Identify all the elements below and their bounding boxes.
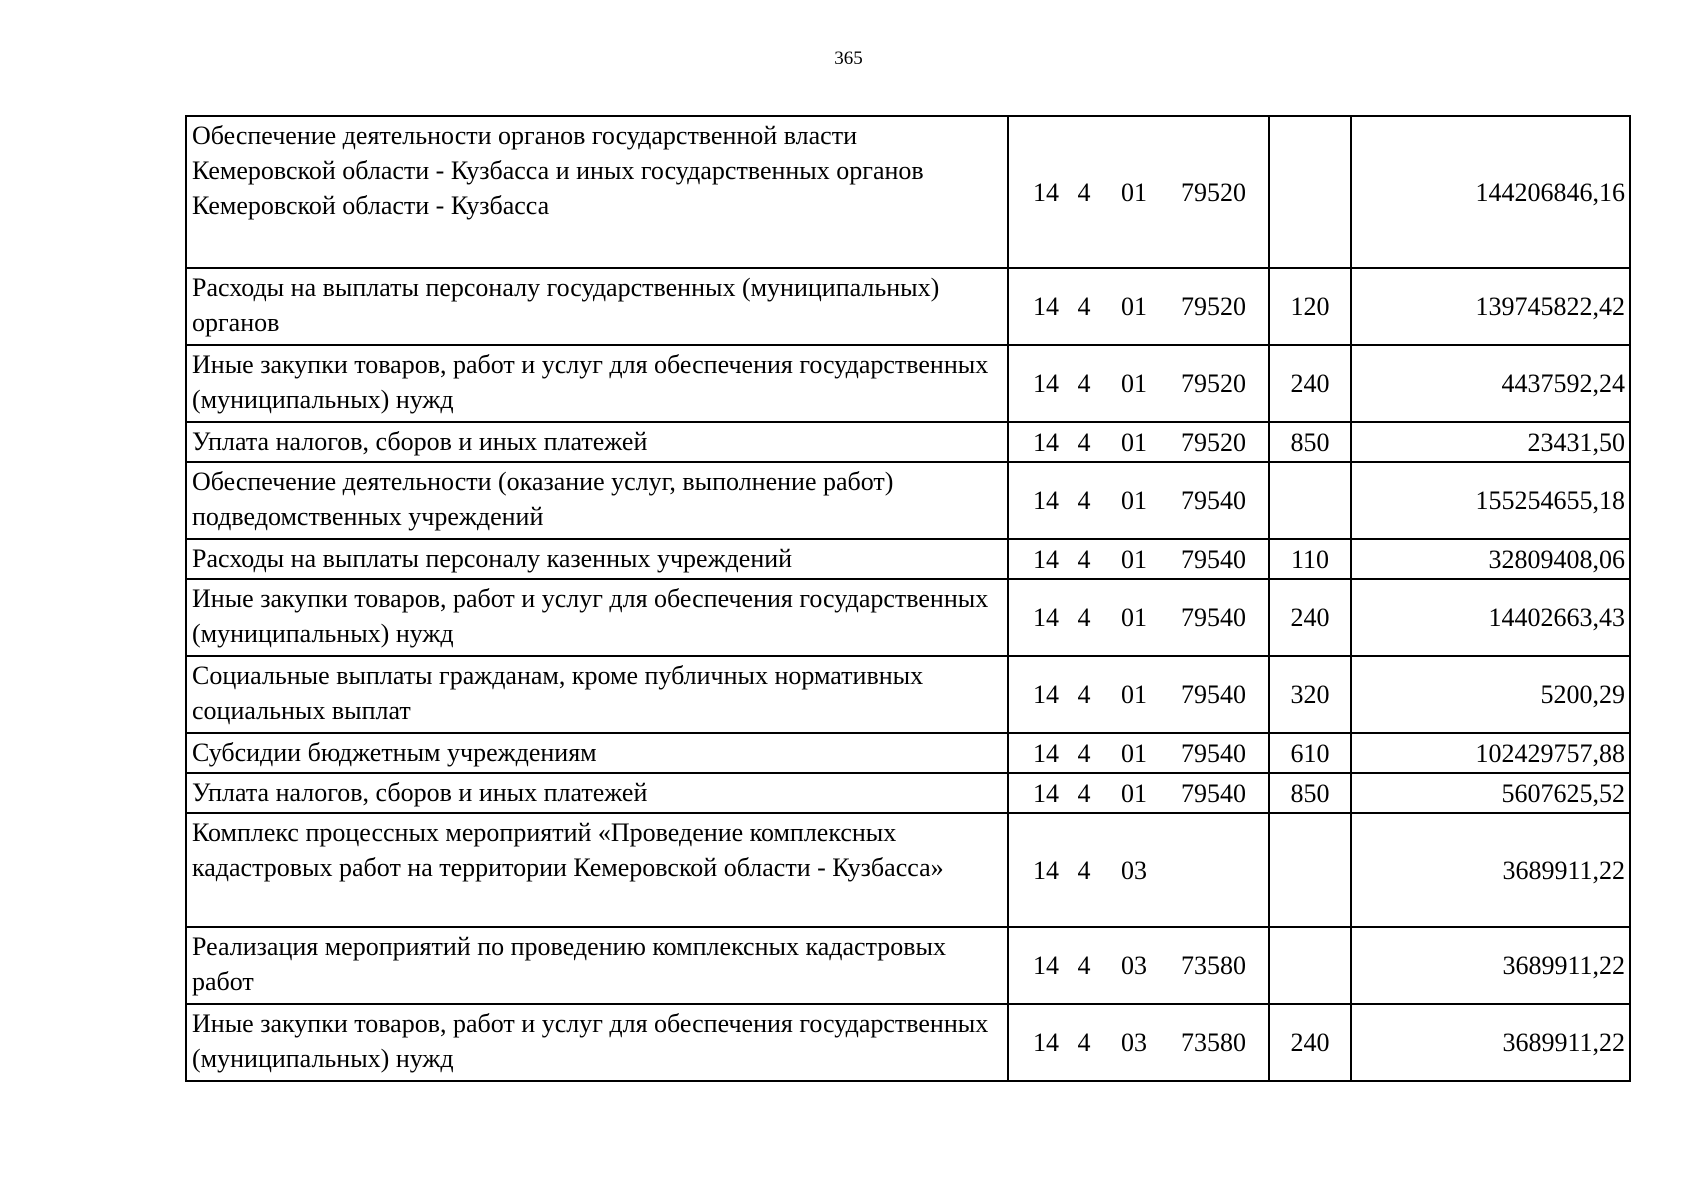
row-amount: 4437592,24 — [1351, 345, 1630, 422]
row-amount: 5200,29 — [1351, 656, 1630, 733]
codes-group — [1009, 175, 1268, 210]
row-classification-codes — [1008, 268, 1269, 345]
code-section: 14 — [1033, 369, 1059, 398]
row-classification-codes — [1008, 733, 1269, 773]
code-section: 14 — [1033, 486, 1059, 515]
codes-group — [1009, 736, 1268, 771]
code-direction: 79540 — [1181, 603, 1246, 632]
codes-group — [1009, 600, 1268, 635]
table-row — [186, 539, 1630, 579]
code-direction: 79520 — [1181, 427, 1246, 457]
code-subsection: 4 — [1077, 738, 1091, 768]
row-classification-codes — [1008, 345, 1269, 422]
code-program: 03 — [1121, 855, 1147, 885]
code-direction: 79540 — [1181, 486, 1246, 515]
row-expense-type: 240 — [1269, 579, 1351, 656]
row-expense-type: 110 — [1269, 539, 1351, 579]
code-subsection: 4 — [1077, 177, 1091, 207]
page-number: 365 — [834, 48, 863, 69]
row-expense-type: 240 — [1269, 345, 1351, 422]
table-row — [186, 927, 1630, 1004]
codes-group — [1009, 677, 1268, 712]
row-description: Социальные выплаты гражданам, кроме публичных нормативных социальных выплат — [186, 656, 1008, 733]
table-row — [186, 345, 1630, 422]
table-row — [186, 656, 1630, 733]
row-expense-type: 120 — [1269, 268, 1351, 345]
row-description: Реализация мероприятий по проведению комплексных кадастровых работ — [186, 927, 1008, 1004]
code-section: 14 — [1033, 603, 1059, 632]
table-row — [186, 422, 1630, 462]
code-direction: 79540 — [1181, 778, 1246, 808]
code-program: 01 — [1121, 486, 1147, 515]
code-direction: 73580 — [1181, 1028, 1246, 1057]
code-section: 14 — [1033, 680, 1059, 709]
codes-group — [1009, 542, 1268, 577]
row-expense-type — [1269, 813, 1351, 927]
code-subsection: 4 — [1077, 292, 1091, 321]
row-amount: 144206846,16 — [1351, 116, 1630, 268]
codes-group — [1009, 1025, 1268, 1060]
codes-group — [1009, 289, 1268, 324]
codes-group — [1009, 948, 1268, 983]
table-row — [186, 268, 1630, 345]
table-row — [186, 733, 1630, 773]
table-row — [186, 813, 1630, 927]
row-description: Комплекс процессных мероприятий «Проведение комплексных кадастровых работ на территории Кемеровской области - Кузбасса» — [186, 813, 1008, 927]
row-description: Уплата налогов, сборов и иных платежей — [186, 773, 1008, 813]
code-section: 14 — [1033, 778, 1059, 808]
row-expense-type — [1269, 462, 1351, 539]
row-amount: 3689911,22 — [1351, 927, 1630, 1004]
row-description: Иные закупки товаров, работ и услуг для обеспечения государственных (муниципальных) нужд — [186, 1004, 1008, 1081]
code-subsection: 4 — [1077, 1028, 1091, 1057]
row-description: Иные закупки товаров, работ и услуг для обеспечения государственных (муниципальных) нужд — [186, 579, 1008, 656]
row-classification-codes — [1008, 539, 1269, 579]
code-program: 01 — [1121, 603, 1147, 632]
code-program: 01 — [1121, 778, 1147, 808]
row-expense-type: 850 — [1269, 422, 1351, 462]
code-section: 14 — [1033, 427, 1059, 457]
row-classification-codes — [1008, 116, 1269, 268]
row-description: Субсидии бюджетным учреждениям — [186, 733, 1008, 773]
code-program: 01 — [1121, 369, 1147, 398]
code-program: 01 — [1121, 177, 1147, 207]
code-program: 01 — [1121, 738, 1147, 768]
row-amount: 14402663,43 — [1351, 579, 1630, 656]
code-subsection: 4 — [1077, 369, 1091, 398]
row-classification-codes — [1008, 927, 1269, 1004]
code-direction: 79540 — [1181, 738, 1246, 768]
codes-group — [1009, 853, 1268, 888]
code-subsection: 4 — [1077, 778, 1091, 808]
code-section: 14 — [1033, 177, 1059, 207]
row-amount: 102429757,88 — [1351, 733, 1630, 773]
code-direction: 73580 — [1181, 951, 1246, 980]
row-expense-type: 850 — [1269, 773, 1351, 813]
code-program: 03 — [1121, 951, 1147, 980]
code-program: 01 — [1121, 292, 1147, 321]
codes-group — [1009, 425, 1268, 460]
row-amount: 139745822,42 — [1351, 268, 1630, 345]
row-amount: 32809408,06 — [1351, 539, 1630, 579]
row-amount: 3689911,22 — [1351, 813, 1630, 927]
row-description: Уплата налогов, сборов и иных платежей — [186, 422, 1008, 462]
code-direction: 79520 — [1181, 369, 1246, 398]
row-description: Расходы на выплаты персоналу казенных учреждений — [186, 539, 1008, 579]
code-direction: 79520 — [1181, 177, 1246, 207]
table-row — [186, 579, 1630, 656]
code-subsection: 4 — [1077, 486, 1091, 515]
row-classification-codes — [1008, 1004, 1269, 1081]
row-classification-codes — [1008, 773, 1269, 813]
row-description: Иные закупки товаров, работ и услуг для обеспечения государственных (муниципальных) нужд — [186, 345, 1008, 422]
table-row — [186, 462, 1630, 539]
budget-table-body — [186, 116, 1630, 1081]
row-expense-type — [1269, 116, 1351, 268]
table-row — [186, 773, 1630, 813]
code-subsection: 4 — [1077, 544, 1091, 574]
code-section: 14 — [1033, 292, 1059, 321]
row-classification-codes — [1008, 656, 1269, 733]
code-section: 14 — [1033, 951, 1059, 980]
row-expense-type: 320 — [1269, 656, 1351, 733]
row-amount: 23431,50 — [1351, 422, 1630, 462]
row-description: Обеспечение деятельности органов государственной власти Кемеровской области - Кузбасса и иных государственных органов Кемеровской области - Кузбасса — [186, 116, 1008, 268]
code-section: 14 — [1033, 738, 1059, 768]
code-subsection: 4 — [1077, 951, 1091, 980]
code-subsection: 4 — [1077, 427, 1091, 457]
code-section: 14 — [1033, 855, 1059, 885]
codes-group — [1009, 776, 1268, 811]
table-row — [186, 1004, 1630, 1081]
code-section: 14 — [1033, 544, 1059, 574]
code-direction: 79540 — [1181, 680, 1246, 709]
row-expense-type: 610 — [1269, 733, 1351, 773]
row-classification-codes — [1008, 462, 1269, 539]
row-amount: 3689911,22 — [1351, 1004, 1630, 1081]
code-direction: 79520 — [1181, 292, 1246, 321]
row-amount: 5607625,52 — [1351, 773, 1630, 813]
code-program: 01 — [1121, 427, 1147, 457]
codes-group — [1009, 483, 1268, 518]
row-classification-codes — [1008, 422, 1269, 462]
table-row — [186, 116, 1630, 268]
code-program: 01 — [1121, 680, 1147, 709]
code-subsection: 4 — [1077, 680, 1091, 709]
code-program: 03 — [1121, 1028, 1147, 1057]
row-classification-codes — [1008, 579, 1269, 656]
code-subsection: 4 — [1077, 855, 1091, 885]
codes-group — [1009, 366, 1268, 401]
row-classification-codes — [1008, 813, 1269, 927]
code-section: 14 — [1033, 1028, 1059, 1057]
row-description: Обеспечение деятельности (оказание услуг, выполнение работ) подведомственных учреждений — [186, 462, 1008, 539]
row-amount: 155254655,18 — [1351, 462, 1630, 539]
code-direction: 79540 — [1181, 544, 1246, 574]
code-program: 01 — [1121, 544, 1147, 574]
row-expense-type: 240 — [1269, 1004, 1351, 1081]
row-description: Расходы на выплаты персоналу государственных (муниципальных) органов — [186, 268, 1008, 345]
row-expense-type — [1269, 927, 1351, 1004]
code-subsection: 4 — [1077, 603, 1091, 632]
budget-table — [185, 115, 1631, 1082]
